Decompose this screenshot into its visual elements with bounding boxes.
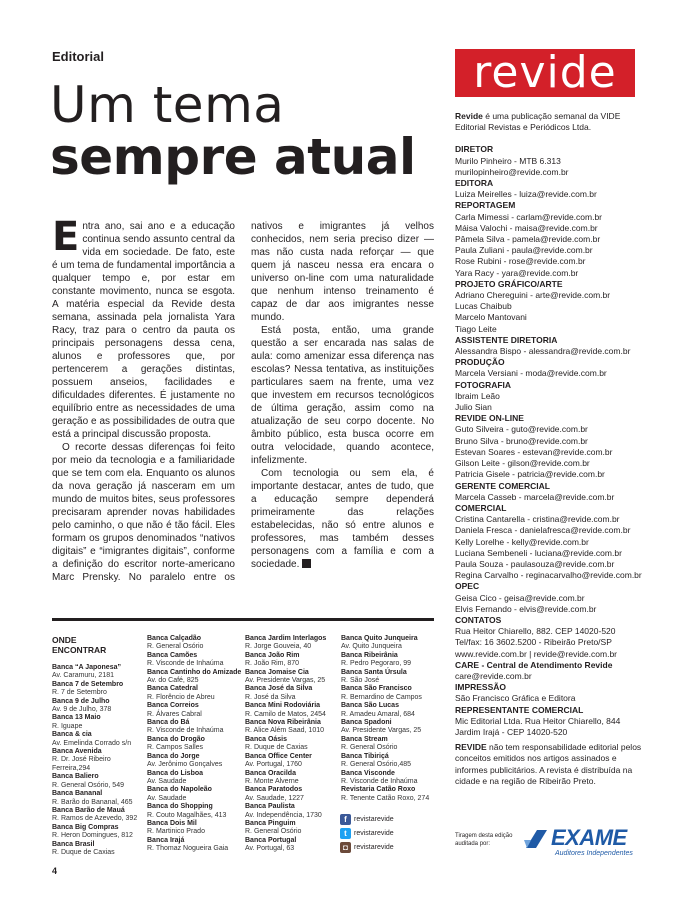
store-item: [52, 790, 142, 807]
where-to-find-heading: ONDE ENCONTRAR: [52, 635, 107, 655]
store-address: R. General Osório: [245, 828, 302, 836]
masthead-line: Paula Zuliani - paula@revide.com.br: [455, 245, 593, 256]
masthead-line: Bruno Silva - bruno@revide.com.br: [455, 435, 588, 446]
store-item: [147, 736, 242, 753]
store-item: [341, 685, 436, 702]
masthead-section: [455, 357, 645, 379]
masthead-line: Marcela Versiani - moda@revide.com.br: [455, 368, 607, 379]
masthead-section-heading: PROJETO GRÁFICO/ARTE: [455, 278, 563, 289]
masthead-line: Tiago Leite: [455, 323, 497, 334]
store-item: [147, 837, 242, 854]
masthead-section: [455, 178, 645, 200]
store-name: Banca do Lisboa: [147, 769, 204, 777]
store-address: R. Martinico Prado: [147, 828, 205, 836]
masthead-line: Jardim Irajá - CEP 14020-520: [455, 726, 568, 737]
store-address: R. General Osório: [147, 643, 204, 651]
store-name: Banca Pinguim: [245, 819, 296, 827]
store-item: [147, 719, 242, 736]
store-name: Banca 13 Maio: [52, 714, 101, 722]
store-address: R. Duque de Caxias: [52, 848, 115, 856]
store-item: [245, 652, 340, 669]
store-name: Banca Paratodos: [245, 786, 303, 794]
store-address: R. General Osório, 549: [52, 781, 124, 789]
store-name: Banca Irajá: [147, 836, 185, 844]
masthead-line: Gilson Leite - gilson@revide.com.br: [455, 458, 590, 469]
store-address: R. Visconde de Inhaúma: [147, 727, 224, 735]
masthead-section: [455, 335, 645, 357]
masthead-line: Daniela Fresca - danielafresca@revide.com.br: [455, 525, 631, 536]
social-handle: revistarevide: [354, 843, 394, 851]
store-name: Banca 7 de Setembro: [52, 680, 124, 688]
masthead-line: Julio Sian: [455, 402, 492, 413]
store-address: R. Jorge Gouveia, 40: [245, 643, 312, 651]
store-name: Banca São Francisco: [341, 685, 412, 693]
store-address: R. Iguape: [52, 722, 83, 730]
store-item: [245, 786, 340, 803]
masthead-line: Yara Racy - yara@revide.com.br: [455, 267, 579, 278]
audit-note: Tiragem desta edição auditada por:: [455, 833, 513, 847]
exame-title: EXAME: [551, 825, 627, 850]
store-item: [52, 824, 142, 841]
masthead-line: Elvis Fernando - elvis@revide.com.br: [455, 603, 597, 614]
masthead-section: [455, 660, 645, 682]
social-handle: revistarevide: [354, 815, 394, 823]
store-name: Banca Jomaise Cia: [245, 668, 309, 676]
masthead-section-heading: REVIDE ON-LINE: [455, 413, 524, 424]
store-name: Banca São Lucas: [341, 702, 399, 710]
store-item: [245, 770, 340, 787]
revide-logo: revide: [455, 49, 635, 97]
store-name: Banca Camões: [147, 651, 198, 659]
store-address: R. Álvares Cabral: [147, 710, 202, 718]
masthead-section-heading: CONTATOS: [455, 614, 502, 625]
store-name: Banca Santa Úrsula: [341, 668, 407, 676]
masthead-section-heading: REPORTAGEM: [455, 200, 516, 211]
store-name: Banca Catedral: [147, 685, 198, 693]
store-name: Banca Avenida: [52, 748, 102, 756]
store-address: R. José da Silva: [245, 693, 296, 701]
store-item: [52, 807, 142, 824]
store-address: Av. Emelinda Corrado s/n: [52, 739, 132, 747]
masthead-section: [455, 503, 645, 581]
section-divider: [52, 618, 434, 621]
masthead-intro: Revide é uma publicação semanal da VIDE Editorial Revistas e Periódicos Ltda.: [455, 111, 621, 133]
masthead-line: Regina Carvalho - reginacarvalho@revide.com.br: [455, 570, 642, 581]
masthead-section: [455, 615, 645, 660]
masthead-section: [455, 682, 645, 704]
masthead-disclaimer: REVIDE não tem responsabilidade editorial pelos conceitos emitidos nos artigos assinados e informes publicitários. A revista é distribuída na cidade e na região de Ribeirão Preto.: [455, 742, 642, 786]
store-item: [147, 635, 242, 652]
store-address: R. General Osório: [341, 744, 398, 752]
audit-badge: [455, 824, 645, 864]
store-address: Av. Saudade: [147, 777, 187, 785]
masthead-section-heading: GERENTE COMERCIAL: [455, 480, 550, 491]
store-name: Banca Barão de Mauá: [52, 806, 125, 814]
store-item: [147, 669, 242, 686]
store-item: [341, 719, 436, 736]
store-address: Av. Independência, 1730: [245, 811, 322, 819]
masthead-section-heading: ASSISTENTE DIRETORIA: [455, 334, 558, 345]
store-address: R. Thomaz Nogueira Gaia: [147, 845, 229, 853]
store-address: R. General Osório,485: [341, 761, 412, 769]
store-name: Banca Office Center: [245, 752, 312, 760]
store-item: [245, 702, 340, 719]
masthead-line: care@revide.com.br: [455, 670, 532, 681]
masthead-section: [455, 581, 645, 615]
store-item: [147, 803, 242, 820]
section-label: Editorial: [52, 49, 105, 64]
store-item: [52, 664, 142, 681]
masthead-section: [455, 200, 645, 278]
store-name: Banca Visconde: [341, 769, 395, 777]
article-paragraph-3: Está posta, então, uma grande questão a ser encarada nas salas de aula: como amenizar essa diferença nas escolas? Nessa tentativa, as instituições particulares saem na frente, uma vez que investem em recursos tecnológicos de última geração, assim como na atualização de seu corpo docente. No âmbito público, esta busca ocorre em outra velocidade, quando acontece, infelizmente.: [251, 325, 434, 466]
store-address: R. Amadeu Amaral, 684: [341, 710, 415, 718]
store-item: [52, 714, 142, 731]
masthead-line: Cristina Cantarella - cristina@revide.com.br: [455, 514, 620, 525]
facebook-icon: f: [340, 814, 351, 825]
masthead-section: [455, 380, 645, 414]
store-item: [147, 753, 242, 770]
store-item: [147, 702, 242, 719]
store-address: R. Couto Magalhães, 413: [147, 811, 227, 819]
store-name: Banca & cia: [52, 731, 92, 739]
store-address: Av. Portugal, 63: [245, 845, 295, 853]
masthead-line: Rose Rubini - rose@revide.com.br: [455, 256, 586, 267]
where-to-find-col-1: [52, 635, 142, 857]
masthead-line: Guto Silveira - guto@revide.com.br: [455, 424, 588, 435]
masthead-section-heading: EDITORA: [455, 178, 494, 189]
store-address: R. Dr. José Ribeiro Ferreira,294: [52, 756, 111, 772]
masthead-line: Patricia Gisele - patricia@revide.com.br: [455, 469, 605, 480]
store-name: Revistaria Catão Roxo: [341, 786, 416, 794]
where-to-find-col-2: [147, 635, 242, 854]
store-item: [341, 753, 436, 770]
headline-line-2: sempre atual: [50, 128, 416, 186]
store-address: R. Visconde de Inhaúma: [341, 777, 418, 785]
store-item: [147, 685, 242, 702]
store-name: Banca Ribeirânia: [341, 651, 398, 659]
masthead-section-heading: PRODUÇÃO: [455, 357, 505, 368]
store-name: Banca Correios: [147, 702, 199, 710]
store-address: R. Visconde de Inhaúma: [147, 660, 224, 668]
store-item: [341, 770, 436, 787]
store-address: Av. Portugal, 1760: [245, 761, 302, 769]
masthead-section: [455, 705, 645, 739]
store-name: Banca do Jorge: [147, 752, 200, 760]
end-mark-icon: [302, 559, 311, 568]
store-address: Av. Quito Junqueira: [341, 643, 402, 651]
store-address: R. João Rim, 870: [245, 660, 300, 668]
store-name: Banca do Napoleão: [147, 786, 212, 794]
social-handle: revistarevide: [354, 829, 394, 837]
store-address: R. Florêncio de Abreu: [147, 693, 215, 701]
masthead-section: [455, 144, 645, 178]
store-name: Banca Paulista: [245, 803, 295, 811]
store-address: Av. 9 de Julho, 378: [52, 706, 112, 714]
store-name: Banca Nova Ribeirânia: [245, 719, 321, 727]
store-item: [52, 681, 142, 698]
store-name: Banca “A Japonesa”: [52, 664, 121, 671]
store-name: Banca Quito Junqueira: [341, 635, 418, 642]
editorial-article: [52, 214, 434, 584]
social-links: [340, 812, 394, 854]
masthead-line: Adriano Chereguini - arte@revide.com.br: [455, 290, 611, 301]
social-twitter[interactable]: [340, 826, 394, 840]
masthead-section-heading: DIRETOR: [455, 144, 494, 155]
store-name: Banca Brasil: [52, 840, 95, 848]
store-name: Banca José da Silva: [245, 685, 313, 693]
store-item: [52, 731, 142, 748]
store-address: Av. Presidente Vargas, 25: [245, 677, 326, 685]
masthead-line: Paula Souza - paulasouza@revide.com.br: [455, 558, 615, 569]
store-address: Av. Caramuru, 2181: [52, 672, 114, 680]
masthead-line: Ibraim Leão: [455, 390, 500, 401]
social-facebook[interactable]: [340, 812, 394, 826]
masthead: [455, 111, 645, 787]
twitter-icon: t: [340, 828, 351, 839]
page-number: 4: [52, 866, 58, 876]
store-item: [52, 698, 142, 715]
store-item: [245, 837, 340, 854]
store-name: Banca Jardim Interlagos: [245, 635, 327, 642]
store-address: Av. Saudade, 1227: [245, 794, 304, 802]
where-to-find-col-3: [245, 635, 340, 854]
masthead-line: Murilo Pinheiro - MTB 6.313: [455, 155, 561, 166]
store-item: [341, 669, 436, 686]
paragraph-1-text: ntra ano, sai ano e a educação continua sendo assunto central da vida em sociedade. De fato, este é um tema de fundamental importância a qualquer tempo e, por estar em constante movimento, nunca se esgota. A matéria especial da Revide desta semana, assinada pela jornalista Yara Racy, traz para o centro da pauta os principais personagens dessa cena, alunos e professores que, por pertencerem a gerações distintas, possuem anseios, facilidades e dificuldades diferentes. É justamente no equilíbrio entre as necessidades de uma geração e as possibilidades de outra que está a principal discussão proposta.: [52, 221, 235, 440]
store-name: Banca Oásis: [245, 735, 288, 743]
social-instagram[interactable]: [340, 840, 394, 854]
article-paragraph-2: O recorte dessas diferenças foi feito por meio da tecnologia e a familiaridade que se tem com ela. Enquanto os alunos da nova geração já nasceram em um mundo de muitos bites, seus professores precisaram aprender novas habilidades pelo caminho, o que não é tão fácil. Eles formam os grupos denominados “nativos digitais” e “imigrantes digitais”, conforme a definição do escritor norte-americano Marc Prensky. No paralelo entre os nativos e imigrantes já velhos conhecidos, nem seria preciso dizer — mas não custa nada reforçar — que quem já nasceu nessa era encara o universo on-line com uma naturalidade que nenhum intenso treinamento é capaz de dar aos imigrantes nesse mundo.: [52, 221, 434, 583]
store-name: Banca Oracilda: [245, 769, 296, 777]
store-name: Banca Calçadão: [147, 635, 202, 642]
masthead-line: Luiza Meirelles - luiza@revide.com.br: [455, 189, 597, 200]
store-item: [341, 635, 436, 652]
masthead-section-heading: REPRESENTANTE COMERCIAL: [455, 704, 584, 715]
store-address: R. Campos Salles: [147, 744, 204, 752]
store-address: Av. do Café, 825: [147, 677, 199, 685]
masthead-line: Rua Heitor Chiarello, 882. CEP 14020-520: [455, 626, 616, 637]
store-item: [341, 786, 436, 803]
store-address: R. Bernardino de Campos: [341, 693, 422, 701]
drop-cap: E: [52, 214, 80, 260]
store-address: R. 7 de Setembro: [52, 689, 107, 697]
masthead-section: [455, 413, 645, 480]
masthead-line: São Francisco Gráfica e Editora: [455, 693, 576, 704]
store-item: [147, 820, 242, 837]
exame-subtitle: Auditores Independentes: [555, 850, 633, 857]
store-name: Banca Dois Mil: [147, 819, 197, 827]
masthead-line: Mic Editorial Ltda. Rua Heitor Chiarello, 844: [455, 715, 621, 726]
masthead-line: murilopinheiro@revide.com.br: [455, 166, 569, 177]
store-name: Banca 9 de Julho: [52, 697, 110, 705]
store-name: Banca Spadoni: [341, 719, 392, 727]
exame-logo-icon: [523, 826, 549, 852]
store-item: [52, 773, 142, 790]
masthead-line: Alessandra Bispo - alessandra@revide.com.br: [455, 346, 631, 357]
masthead-section-heading: OPEC: [455, 581, 480, 592]
masthead-line: Kelly Lorelhe - kelly@revide.com.br: [455, 536, 589, 547]
store-item: [245, 736, 340, 753]
store-address: Av. Presidente Vargas, 25: [341, 727, 422, 735]
store-name: Banca Baliero: [52, 773, 99, 781]
store-item: [245, 719, 340, 736]
store-name: Banca Tibiriçá: [341, 752, 389, 760]
store-name: Banca Stream: [341, 735, 388, 743]
store-item: [245, 803, 340, 820]
article-paragraph-1: [52, 214, 235, 441]
masthead-line: Máisa Valochi - maisa@revide.com.br: [455, 222, 598, 233]
store-name: Banca Big Compras: [52, 823, 119, 831]
masthead-line: Carla Mimessi - carlam@revide.com.br: [455, 211, 603, 222]
store-item: [147, 786, 242, 803]
store-address: R. Monte Alverne: [245, 777, 299, 785]
masthead-section-heading: IMPRESSÃO: [455, 682, 507, 693]
store-address: R. Heron Domingues, 812: [52, 832, 133, 840]
where-to-find-col-4: [341, 635, 436, 803]
store-name: Banca Cantinho do Amizade: [147, 668, 242, 676]
store-item: [341, 652, 436, 669]
store-address: R. Pedro Pegoraro, 99: [341, 660, 412, 668]
store-item: [52, 841, 142, 858]
store-name: Banca do Drogão: [147, 735, 205, 743]
masthead-line: Marcela Casseb - marcela@revide.com.br: [455, 491, 615, 502]
store-item: [245, 669, 340, 686]
store-name: Banca do Bá: [147, 719, 190, 727]
masthead-line: Marcelo Mantovani: [455, 312, 527, 323]
masthead-line: Luciana Sembeneli - luciana@revide.com.br: [455, 547, 622, 558]
store-address: R. Duque de Caxias: [245, 744, 308, 752]
store-address: R. São José: [341, 677, 380, 685]
store-item: [245, 753, 340, 770]
store-item: [245, 685, 340, 702]
masthead-line: Estevan Soares - estevan@revide.com.br: [455, 446, 613, 457]
store-address: R. Ramos de Azevedo, 392: [52, 815, 138, 823]
paragraph-4-text: Com tecnologia ou sem ela, é importante destacar, antes de tudo, que a educação sempre dependerá primeiramente das relações estabelecidas, não só entre alunos e professores, mas também desses personagens com a família e com a sociedade.: [251, 468, 434, 570]
store-name: Banca do Shopping: [147, 803, 213, 811]
masthead-section: [455, 279, 645, 335]
store-name: Banca Portugal: [245, 836, 297, 844]
masthead-line: Pâmela Silva - pamela@revide.com.br: [455, 234, 601, 245]
masthead-section-heading: FOTOGRAFIA: [455, 379, 512, 390]
store-item: [245, 635, 340, 652]
masthead-line: Tel/fax: 16 3602.5200 - Ribeirão Preto/SP: [455, 637, 612, 648]
store-address: Av. Jerônimo Gonçalves: [147, 761, 223, 769]
masthead-line: Lucas Chaibub: [455, 301, 512, 312]
store-name: Banca João Rim: [245, 651, 300, 659]
store-name: Banca Bananal: [52, 790, 103, 798]
article-paragraph-4: [251, 467, 434, 571]
store-address: R. Camilo de Matos, 2454: [245, 710, 326, 718]
store-item: [147, 652, 242, 669]
store-item: [52, 748, 142, 773]
masthead-section-heading: CARE - Central de Atendimento Revide: [455, 659, 613, 670]
store-item: [147, 770, 242, 787]
masthead-line: www.revide.com.br | revide@revide.com.br: [455, 648, 617, 659]
instagram-icon: ◘: [340, 842, 351, 853]
masthead-section: [455, 481, 645, 503]
masthead-section-heading: COMERCIAL: [455, 502, 507, 513]
store-address: R. Alice Além Saad, 1010: [245, 727, 324, 735]
store-item: [341, 736, 436, 753]
store-address: R. Barão do Bananal, 465: [52, 798, 133, 806]
store-address: R. Tenente Catão Roxo, 274: [341, 794, 430, 802]
masthead-line: Geisa Cico - geisa@revide.com.br: [455, 592, 585, 603]
store-address: Av. Saudade: [147, 794, 187, 802]
store-item: [245, 820, 340, 837]
store-item: [341, 702, 436, 719]
store-name: Banca Mini Rodoviária: [245, 702, 321, 710]
headline-line-1: Um tema: [50, 76, 285, 134]
